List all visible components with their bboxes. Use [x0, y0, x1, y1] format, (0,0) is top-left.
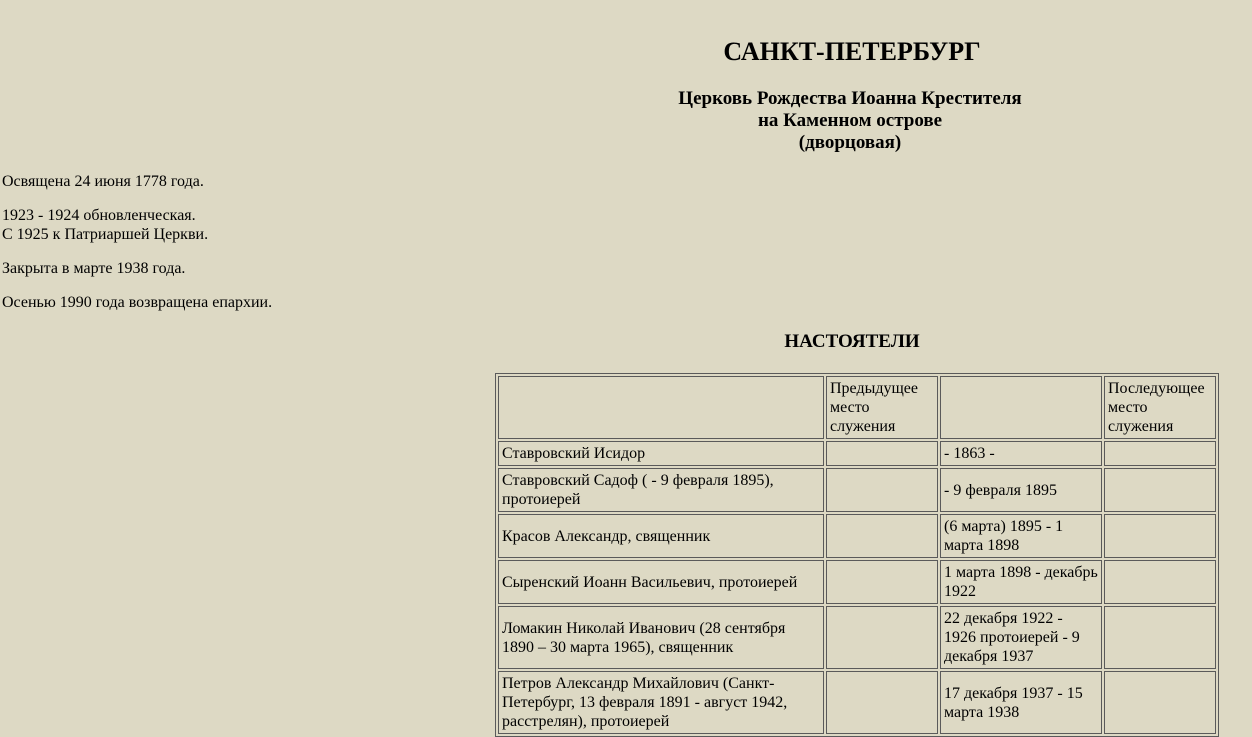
rector-name-cell: Ломакин Николай Иванович (28 сентября 1890 – 30 марта 1965), священник: [498, 606, 824, 669]
header-cell-name: [498, 376, 824, 439]
next-post-cell: [1104, 514, 1216, 558]
previous-post-cell: [826, 671, 938, 734]
next-post-cell: [1104, 606, 1216, 669]
previous-post-cell: [826, 560, 938, 604]
next-post-cell: [1104, 671, 1216, 734]
next-post-cell: [1104, 560, 1216, 604]
table-row: [498, 560, 1216, 604]
rector-name-cell: Сыренский Иоанн Васильевич, протоиерей: [498, 560, 824, 604]
table-row: [498, 671, 1216, 734]
service-dates-cell: 22 декабря 1922 - 1926 протоиерей - 9 декабря 1937: [940, 606, 1102, 669]
previous-post-cell: [826, 514, 938, 558]
fact-closed: Закрыта в марте 1938 года.: [2, 260, 186, 277]
rectors-table: [495, 373, 1219, 737]
service-dates-cell: 17 декабря 1937 - 15 марта 1938: [940, 671, 1102, 734]
fact-returned: Осенью 1990 года возвращена епархии.: [2, 294, 273, 311]
service-dates-cell: (6 марта) 1895 - 1 марта 1898: [940, 514, 1102, 558]
church-title-line-3: (дворцовая): [798, 132, 902, 153]
table-row: [498, 514, 1216, 558]
service-dates-cell: - 1863 -: [940, 441, 1102, 466]
previous-post-cell: [826, 468, 938, 512]
page-title: САНКТ-ПЕТЕРБУРГ: [723, 37, 981, 66]
header-cell-dates: [940, 376, 1102, 439]
rector-name-cell: Красов Александр, священник: [498, 514, 824, 558]
church-title-line-2: на Каменном острове: [757, 110, 943, 131]
fact-renovationist: 1923 - 1924 обновленческая.: [2, 207, 196, 224]
table-row: [498, 441, 1216, 466]
table-row: [498, 606, 1216, 669]
previous-post-cell: [826, 441, 938, 466]
church-title-line-1: Церковь Рождества Иоанна Крестителя: [678, 88, 1022, 109]
rector-name-cell: Ставровский Садоф ( - 9 февраля 1895), протоиерей: [498, 468, 824, 512]
table-row: [498, 468, 1216, 512]
header-cell-previous-post: Предыдущее место служения: [826, 376, 938, 439]
rector-name-cell: Петров Александр Михайлович (Санкт-Петербург, 13 февраля 1891 - август 1942, расстрелян), протоиерей: [498, 671, 824, 734]
next-post-cell: [1104, 468, 1216, 512]
rector-name-cell: Ставровский Исидор: [498, 441, 824, 466]
table-header-row: [498, 376, 1216, 439]
church-facts: [2, 172, 272, 312]
fact-consecrated: Освящена 24 июня 1778 года.: [2, 173, 204, 190]
previous-post-cell: [826, 606, 938, 669]
fact-patriarchal: С 1925 к Патриаршей Церкви.: [2, 226, 209, 243]
next-post-cell: [1104, 441, 1216, 466]
service-dates-cell: - 9 февраля 1895: [940, 468, 1102, 512]
rectors-heading: НАСТОЯТЕЛИ: [784, 331, 920, 352]
service-dates-cell: 1 марта 1898 - декабрь 1922: [940, 560, 1102, 604]
church-title: [452, 88, 1248, 154]
header-cell-next-post: Последующее место служения: [1104, 376, 1216, 439]
